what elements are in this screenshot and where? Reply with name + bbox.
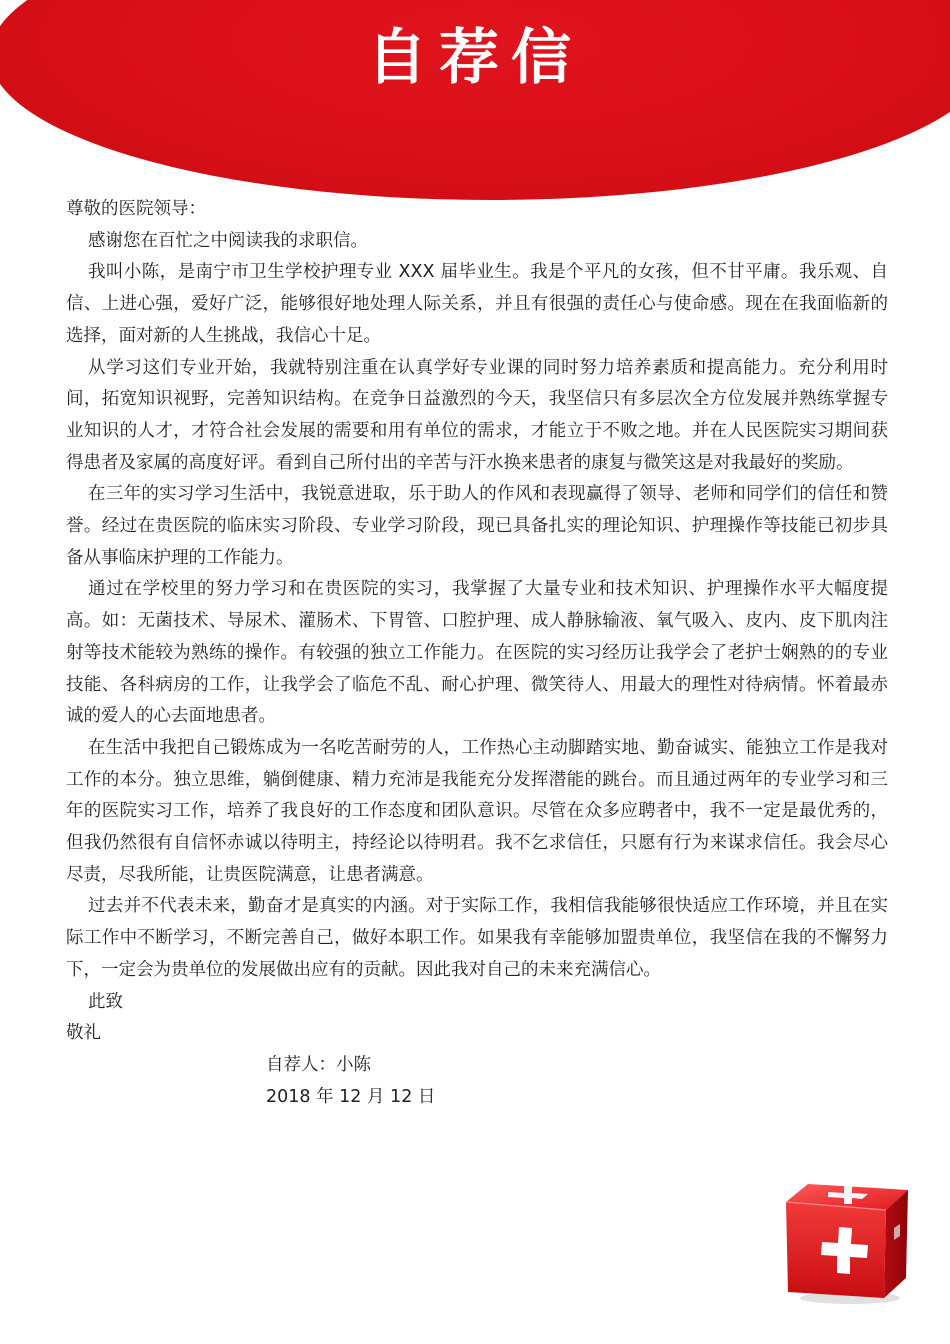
- salutation: 尊敬的医院领导：: [66, 199, 206, 219]
- letter-date: 2018 年 12 月 12 日: [266, 1086, 436, 1107]
- letter-paragraph: 在三年的实习学习生活中，我锐意进取，乐于助人的作风和表现赢得了领导、老师和同学们的信任和赞誉。经过在贵医院的临床实习阶段、专业学习阶段，现已具备扎实的理论知识、护理操作等技能已初步具备从事临床护理的工作能力。: [66, 484, 888, 568]
- letter-paragraph: 过去并不代表未来，勤奋才是真实的内涵。对于实际工作，我相信我能够很快适应工作环境，并且在实际工作中不断学习，不断完善自己，做好本职工作。如果我有幸能够加盟贵单位，我坚信在我的不懈努力下，一定会为贵单位的发展做出应有的贡献。因此我对自己的未来充满信心。: [66, 896, 888, 980]
- letter-paragraph: 感谢您在百忙之中阅读我的求职信。: [88, 230, 368, 251]
- signature: 自荐人：小陈: [266, 1054, 371, 1075]
- letter-body: [66, 194, 888, 1113]
- closing-line: 此致: [88, 991, 123, 1012]
- first-aid-kit-icon: [782, 1180, 912, 1306]
- letter-paragraph: 在生活中我把自己锻炼成为一名吃苦耐劳的人，工作热心主动脚踏实地、勤奋诚实、能独立工作是我对工作的本分。独立思维，躺倒健康、精力充沛是我能充分发挥潜能的跳台。而且通过两年的专业学习和三年的医院实习工作，培养了我良好的工作态度和团队意识。尽管在众多应聘者中，我不一定是最优秀的，但我仍然很有自信怀赤诚以待明主，持经论以待明君。我不乞求信任，只愿有行为来谋求信任。我会尽心尽责，尽我所能，让贵医院满意，让患者满意。: [66, 737, 888, 885]
- closing-salute: 敬礼: [66, 1023, 101, 1044]
- letter-paragraph: 我叫小陈，是南宁市卫生学校护理专业 XXX 届毕业生。我是个平凡的女孩，但不甘平庸。我乐观、自信、上进心强，爱好广泛，能够很好地处理人际关系，并且有很强的责任心与使命感。现在在我面临新的选择，面对新的人生挑战，我信心十足。: [66, 262, 888, 346]
- page-title: 自荐信: [367, 23, 583, 93]
- letter-paragraph: 从学习这们专业开始，我就特别注重在认真学好专业课的同时努力培养素质和提高能力。充分利用时间，拓宽知识视野，完善知识结构。在竞争日益激烈的今天，我坚信只有多层次全方位发展并熟练掌握专业知识的人才，才符合社会发展的需要和用有单位的需求，才能立于不败之地。并在人民医院实习期间获得患者及家属的高度好评。看到自己所付出的辛苦与汗水换来患者的康复与微笑这是对我最好的奖励。: [66, 357, 888, 473]
- letter-paragraph: 通过在学校里的努力学习和在贵医院的实习，我掌握了大量专业和技术知识、护理操作水平大幅度提高。如：无菌技术、导尿术、灌肠术、下胃管、口腔护理、成人静脉输液、氧气吸入、皮内、皮下肌肉注射等技术能较为熟练的操作。有较强的独立工作能力。在医院的实习经历让我学会了老护士娴熟的的专业技能、各科病房的工作，让我学会了临危不乱、耐心护理、微笑待人、用最大的理性对待病情。怀着最赤诚的爱人的心去面地患者。: [66, 579, 888, 727]
